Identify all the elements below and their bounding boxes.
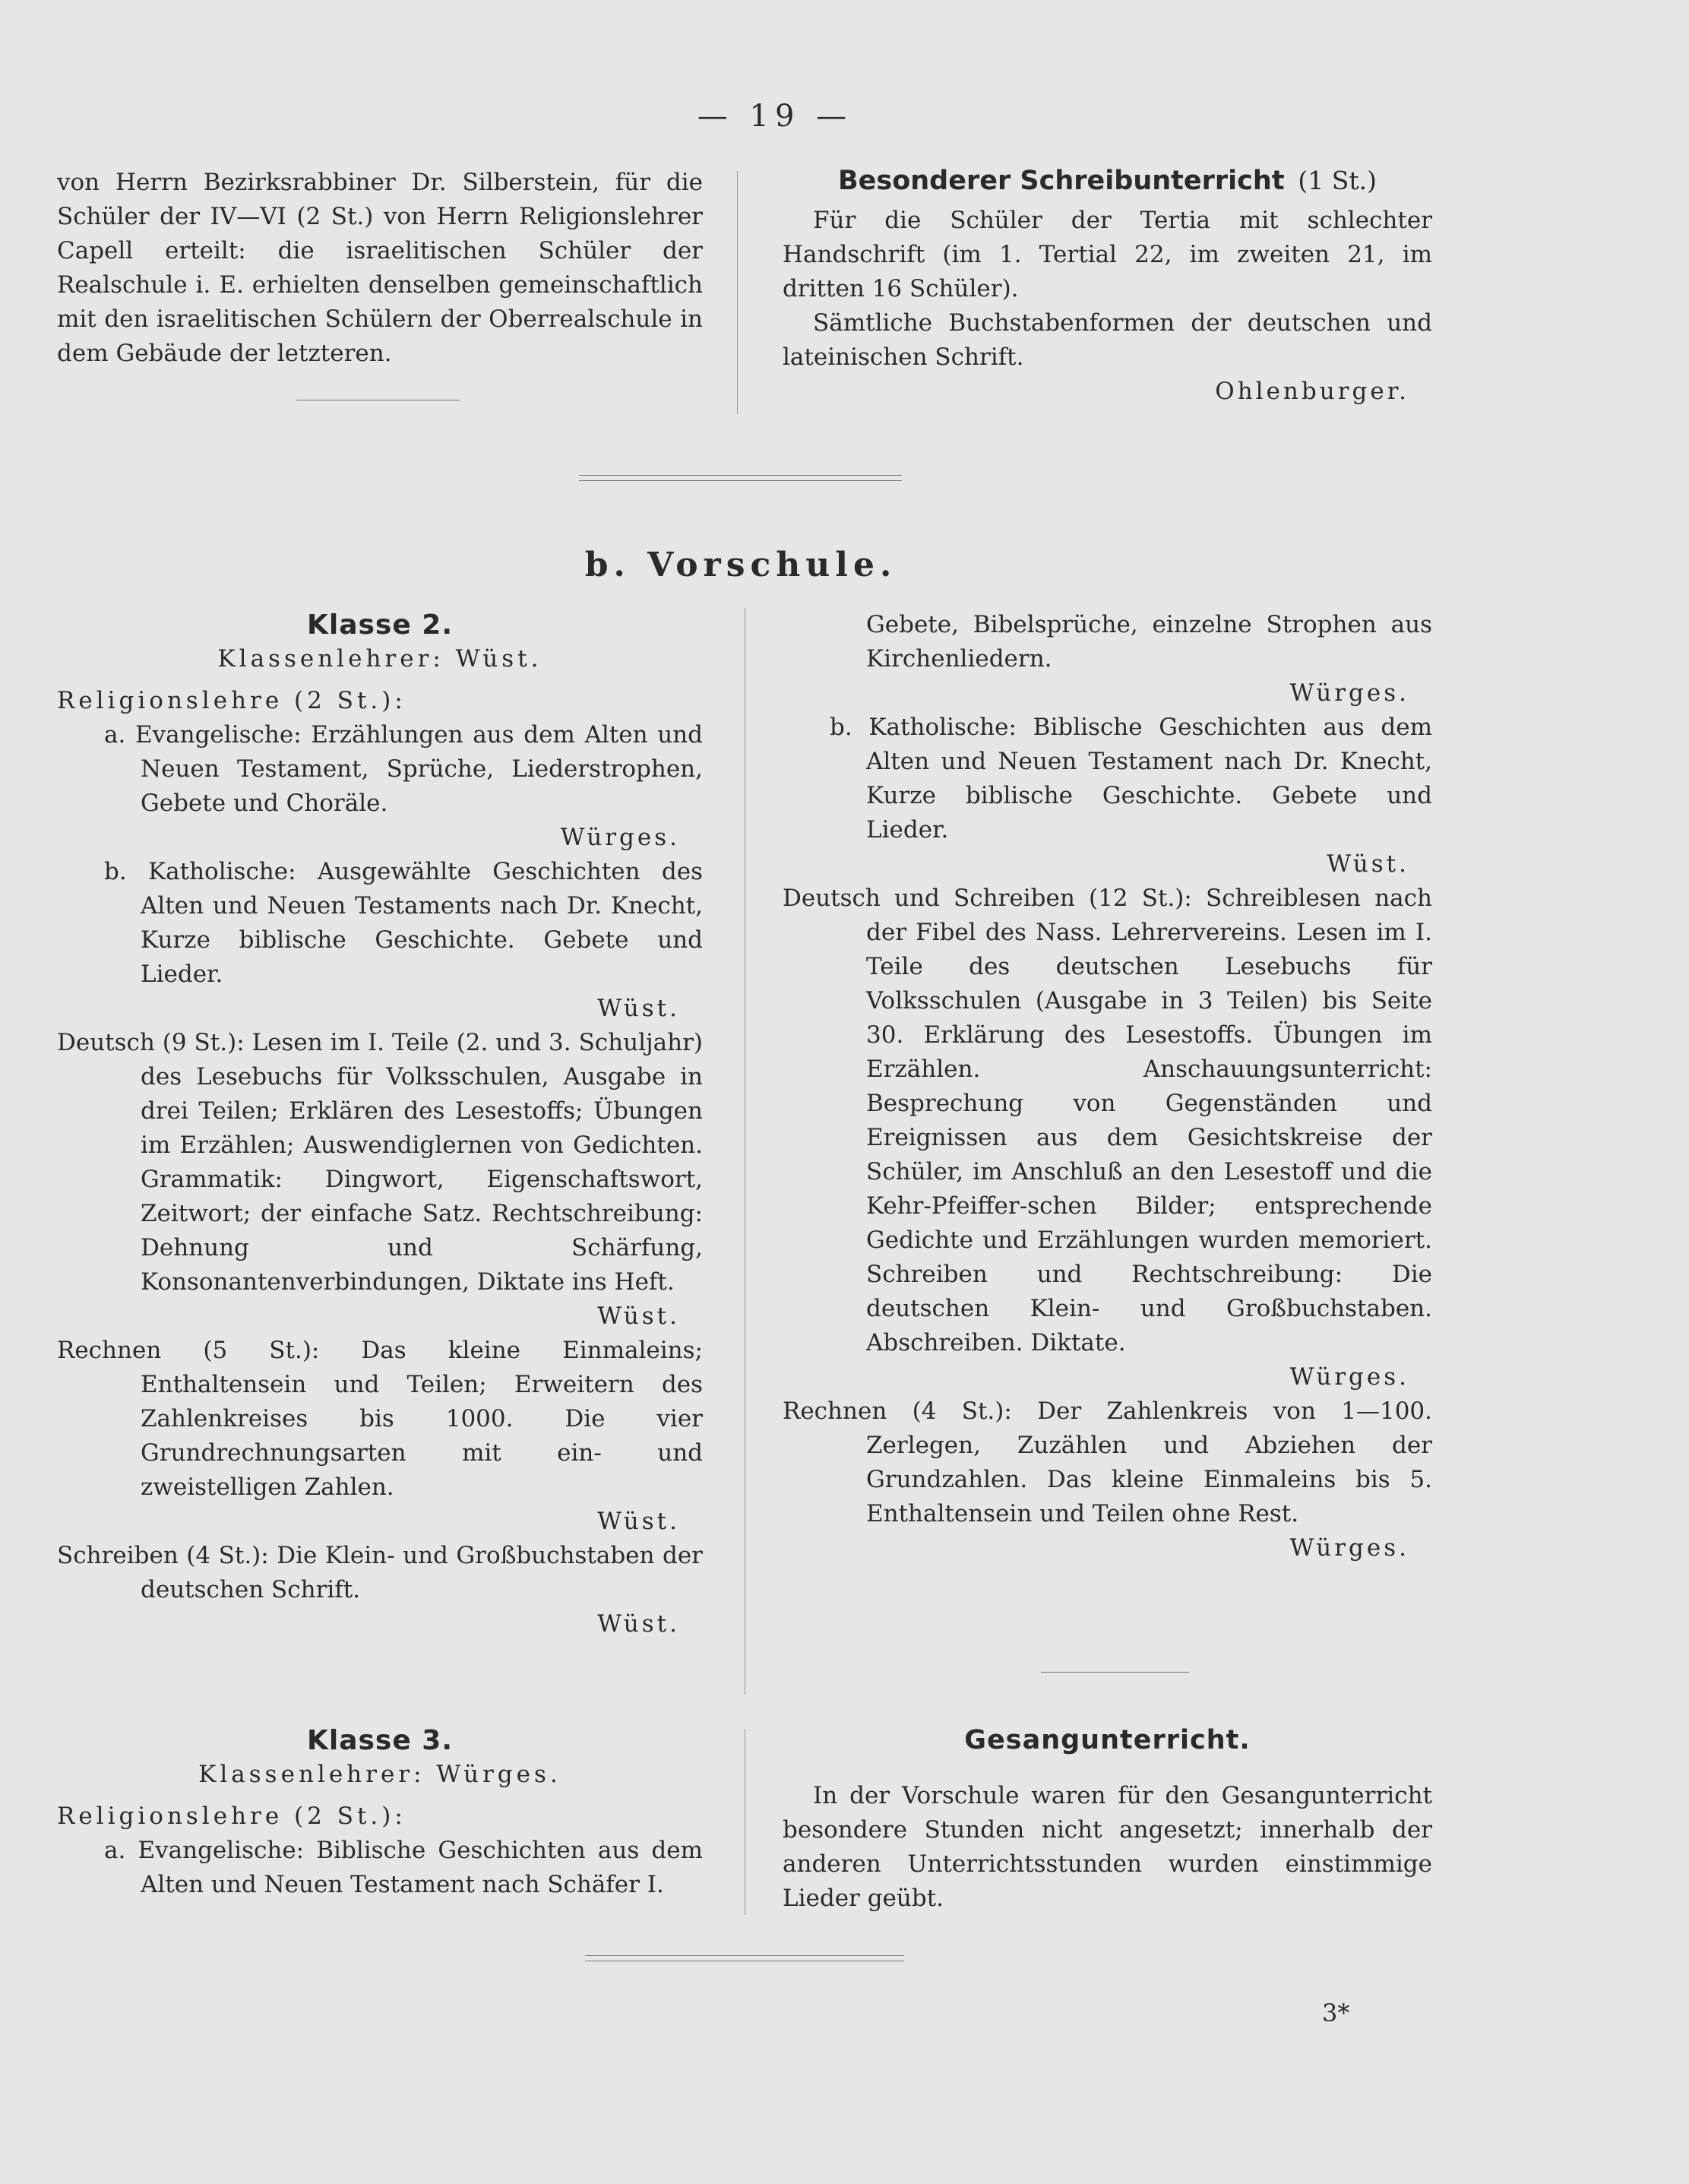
paragraph: Sämtliche Buchstabenformen der deutschen und lateinischen Schrift.	[783, 309, 1432, 371]
top-right-column	[783, 163, 1432, 409]
gesang-column	[783, 1723, 1432, 1916]
signature: Würges.	[1289, 679, 1409, 707]
klasse2-left-column	[57, 608, 703, 1641]
paragraph: von Herrn Bezirksrabbiner Dr. Silberstein, für die Schüler der IV—VI (2 St.) von Herrn Religionslehrer Capell erteilt: die israelitischen Schüler der Realschule i. E. erhielten denselben gemeinschaftlich mit den israelitischen Schülern der Oberrealschule in dem Gebäude der letzteren.	[57, 169, 703, 367]
signature: Wüst.	[597, 1302, 680, 1330]
deutsch-schreiben: Deutsch und Schreiben (12 St.): Schreiblesen nach der Fibel des Nass. Lehrervereins. Lesen im I. Teile des deutschen Lesebuchs für Volksschulen (Ausgabe in 3 Teilen) bis Seite 30. Erklärung des Lesestoffs. Übungen im Erzählen. Anschauungsunterricht: Besprechung von Gegenständen und Ereignissen aus dem Gesichtskreise der Schüler, im Anschluß an den Lesestoff und die Kehr-Pfeiffer-schen Bilder; entsprechende Gedichte und Erzählungen wurden memoriert. Schreiben und Rechtschreibung: Die deutschen Klein- und Großbuchstaben. Abschreiben. Diktate.	[783, 885, 1432, 1356]
klasse3-title: Klasse 3.	[306, 1725, 454, 1756]
rechnen: Rechnen (4 St.): Der Zahlenkreis von 1—100. Zerlegen, Zuzählen und Abziehen der Grundzahlen. Das kleine Einmaleins bis 5. Enthaltensein und Teilen ohne Rest.	[783, 1397, 1432, 1527]
double-rule-top	[579, 475, 902, 476]
double-rule-bottom	[579, 480, 902, 481]
paragraph: Für die Schüler der Tertia mit schlechter Handschrift (im 1. Tertial 22, im zweiten 21, im dritten 16 Schüler).	[783, 207, 1432, 302]
rel-a: a. Evangelische: Biblische Geschichten aus dem Alten und Neuen Testament nach Schäfer I.	[104, 1837, 703, 1898]
rel-b: b. Katholische: Ausgewählte Geschichten des Alten und Neuen Testaments nach Dr. Knecht, Kurze biblische Geschichte. Gebete und Lieder.	[104, 858, 703, 988]
page-number: — 19 —	[697, 99, 853, 134]
signature: Würges.	[1289, 1363, 1409, 1391]
signature: Wüst.	[597, 1508, 680, 1535]
short-rule	[1041, 1672, 1189, 1673]
rel-a-continuation: Gebete, Bibelsprüche, einzelne Strophen aus Kirchenliedern.	[866, 611, 1432, 673]
klasse3-teacher: Klassenlehrer: Würges.	[198, 1761, 561, 1788]
rel-a: a. Evangelische: Erzählungen aus dem Alten und Neuen Testament, Sprüche, Liederstrophen, Gebete und Choräle.	[104, 721, 703, 817]
gesang-title: Gesangunterricht.	[964, 1725, 1251, 1755]
schreibunterricht-title: Besonderer Schreibunterricht	[837, 166, 1285, 196]
section-title: b. Vorschule.	[584, 546, 897, 584]
gesang-text: In der Vorschule waren für den Gesangunterricht besondere Stunden nicht angesetzt; innerhalb der anderen Unterrichtsstunden wurden einstimmige Lieder geübt.	[783, 1782, 1432, 1912]
klasse2-title: Klasse 2.	[306, 609, 454, 641]
signature: Würges.	[560, 824, 680, 851]
klasse2-right-column	[783, 608, 1432, 1565]
signature: Würges.	[1289, 1534, 1409, 1562]
signature: Ohlenburger.	[1215, 378, 1409, 405]
column-divider	[737, 171, 738, 414]
double-rule-top	[585, 1955, 904, 1956]
klasse3-column	[57, 1723, 703, 1902]
religion-label: Religionslehre (2 St.):	[57, 1803, 406, 1830]
rel-b: b. Katholische: Biblische Geschichten aus dem Alten und Neuen Testament nach Dr. Knecht, Kurze biblische Geschichte. Gebete und Lieder.	[830, 714, 1432, 844]
top-left-column	[57, 166, 703, 371]
signature-mark: 3*	[1322, 1999, 1350, 2027]
signature: Wüst.	[597, 995, 680, 1022]
signature: Wüst.	[597, 1610, 680, 1638]
deutsch: Deutsch (9 St.): Lesen im I. Teile (2. und 3. Schuljahr) des Lesebuchs für Volksschulen, Ausgabe in drei Teilen; Erklären des Lesestoffs; Übungen im Erzählen; Auswendiglernen von Gedichten. Grammatik: Dingwort, Eigenschaftswort, Zeitwort; der einfache Satz. Rechtschreibung: Dehnung und Schärfung, Konsonantenverbindungen, Diktate ins Heft.	[57, 1029, 703, 1296]
signature: Wüst.	[1327, 850, 1409, 878]
schreiben: Schreiben (4 St.): Die Klein- und Großbuchstaben der deutschen Schrift.	[57, 1542, 703, 1603]
religion-label: Religionslehre (2 St.):	[57, 687, 406, 714]
schreibunterricht-hours: (1 St.)	[1298, 166, 1377, 195]
klasse2-teacher: Klassenlehrer: Wüst.	[217, 645, 542, 673]
rechnen: Rechnen (5 St.): Das kleine Einmaleins; Enthaltensein und Teilen; Erweitern des Zahlenkreises bis 1000. Die vier Grundrechnungsarten mit ein- und zweistelligen Zahlen.	[57, 1337, 703, 1501]
